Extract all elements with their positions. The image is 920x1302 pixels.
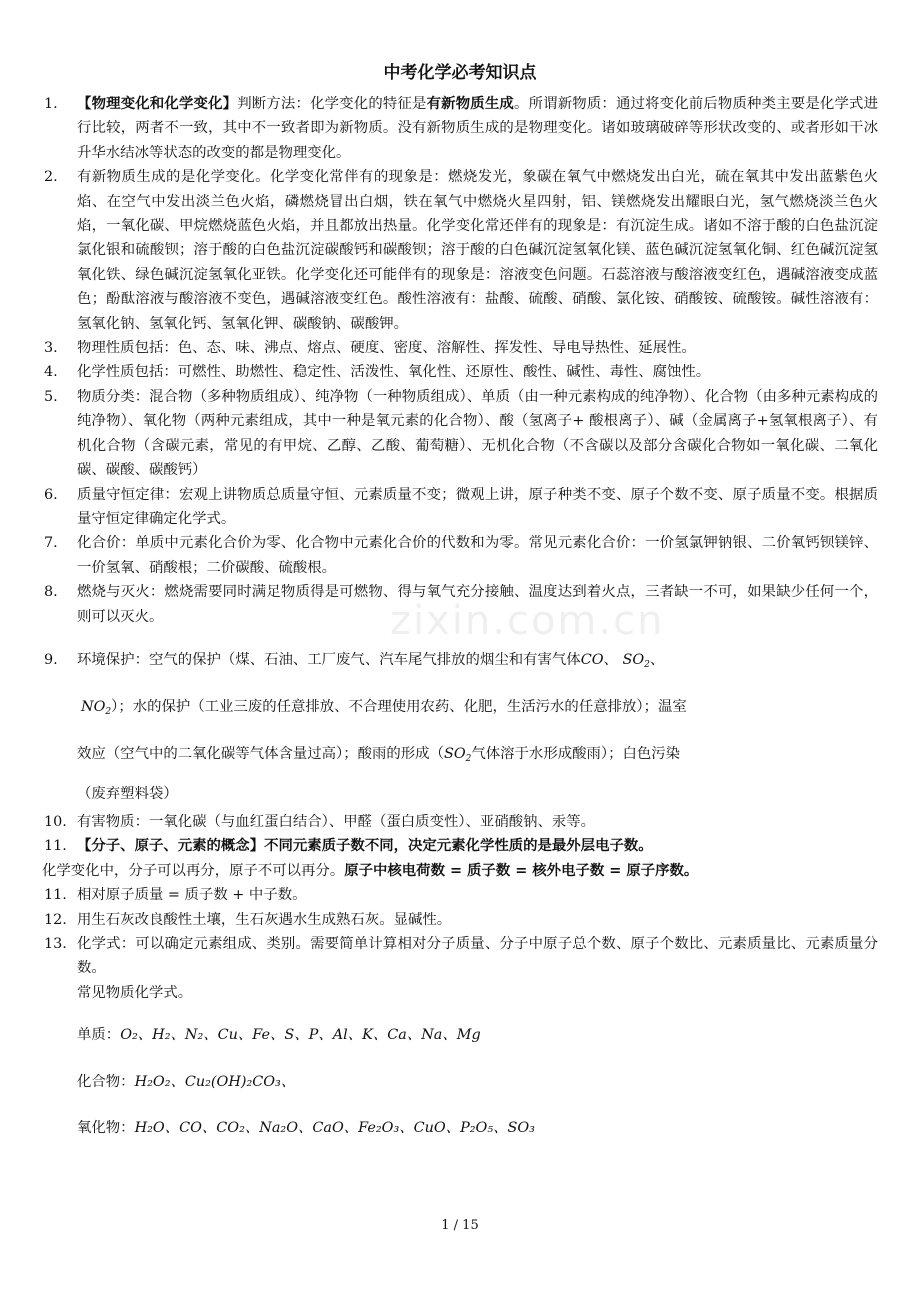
item-text: 。所谓新物质：通过将变化前后物质种类主要是化学式进行比较，两者不一致，其中不一致者即为新物质。没有新物质生成的是物理变化。诸如玻璃破碎等形状改变的、或者形如干冰升华水结冰等状态的改变的都是物理变化。	[77, 96, 878, 161]
item-number: 13.	[44, 935, 67, 952]
list-item-environment	[44, 637, 878, 810]
list-item	[44, 483, 878, 532]
list-item	[44, 360, 878, 384]
item-text: 化学式：可以确定元素组成、类别。需要简单计算相对分子质量、分子中原子总个数、原子个数比、元素质量比、元素质量分数。	[77, 935, 878, 977]
watermark: zixin.com.cn	[390, 598, 665, 644]
item-emphasis: 有新物质生成	[426, 96, 514, 112]
item-text: 判断方法：化学变化的特征是	[237, 96, 427, 112]
list-item	[44, 908, 878, 932]
item-number: 2.	[44, 169, 58, 186]
item-text: 环境保护：空气的保护（煤、石油、工厂废气、汽车尾气排放的烟尘和有害气体	[77, 651, 581, 668]
list-item	[44, 385, 878, 483]
item-number: 3.	[44, 340, 58, 357]
item-text: 物理性质包括：色、态、味、沸点、熔点、硬度、密度、溶解性、挥发性、导电导热性、延展性。	[77, 340, 696, 357]
item-text: ）；水的保护（工业三废的任意排放、不合理使用农药、化肥，生活污水的任意排放）；温室	[111, 698, 687, 715]
item-number: 11.	[44, 838, 67, 855]
line-emphasis: 原子中核电荷数 = 质子数 = 核外电子数 = 原子序数。	[344, 862, 699, 879]
item-number: 11.	[44, 887, 67, 904]
item-number: 4.	[44, 364, 58, 381]
formula-no2: $NO_2$	[81, 698, 112, 717]
knowledge-list	[44, 92, 878, 1140]
item-text: 用生石灰改良酸性土壤，生石灰遇水生成熟石灰。显碱性。	[77, 911, 452, 928]
list-item	[44, 580, 878, 629]
list-item	[44, 336, 878, 360]
item-number: 5.	[44, 388, 58, 405]
formula-row-oxides: 氧化物：H₂O、CO、CO₂、Na₂O、CaO、Fe₂O₃、CuO、P₂O₅、SO₃	[77, 1120, 535, 1136]
item-text: 相对原子质量 = 质子数 + 中子数。	[77, 887, 307, 904]
list-item	[44, 810, 878, 834]
formula-row-elements: 单质：O₂、H₂、N₂、Cu、Fe、S、P、Al、K、Ca、Na、Mg	[77, 1027, 481, 1044]
item-subtext: 常见物质化学式。	[77, 984, 193, 1001]
item-text: 有新物质生成的是化学变化。化学变化常伴有的现象是：燃烧发光，象碳在氧气中燃烧发出白光，硫在氧其中发出蓝紫色火焰、在空气中发出淡兰色火焰，磷燃烧冒出白烟，铁在氧气中燃烧火星四射，铝、镁燃烧发出耀眼白光，氢气燃烧淡兰色火焰，一氧化碳、甲烷燃烧蓝色火焰，并且都放出热量。化学变化常还伴有的现象是：有沉淀生成。诸如不溶于酸的白色盐沉淀氯化银和硫酸钡；溶于酸的白色盐沉淀碳酸钙和碳酸钡；溶于酸的白色碱沉淀氢氧化镁、蓝色碱沉淀氢氧化铜、红色碱沉淀氢氧化铁、绿色碱沉淀氢氧化亚铁。化学变化还可能伴有的现象是：溶液变色问题。石蕊溶液与酸溶液变红色，遇碱溶液变成蓝色；酚酞溶液与酸溶液不变色，遇碱溶液变红色。酸性溶液有：盐酸、硫酸、硝酸、氯化铵、硝酸铵、硫酸铵。碱性溶液有：氢氧化钠、氢氧化钙、氢氧化钾、碳酸钠、碳酸钾。	[77, 169, 878, 332]
flush-line	[42, 859, 878, 883]
list-item	[44, 932, 878, 1140]
item-text: 化合价：单质中元素化合价为零、化合物中元素化合价的代数和为零。常见元素化合价：一价氢氯钾钠银、二价氧钙钡镁锌、一价氢氧、硝酸根；二价碳酸、硫酸根。	[77, 535, 878, 576]
list-item	[44, 834, 878, 858]
formula-so2: $SO_2$	[443, 745, 472, 764]
item-number: 7.	[44, 535, 58, 552]
item-text: 气体溶于水形成酸雨）；白色污染	[471, 745, 681, 762]
item-text: 燃烧与灭火：燃烧需要同时满足物质得是可燃物、得与氧气充分接触、温度达到着火点，三者缺一不可，如果缺少任何一个，则可以灭火。	[77, 584, 878, 625]
item-number: 6.	[44, 486, 58, 503]
item-number: 10.	[44, 813, 67, 830]
page-title: 中考化学必考知识点	[383, 63, 537, 83]
list-item	[44, 883, 878, 907]
separator: 、	[603, 651, 618, 668]
item-number: 8.	[44, 584, 58, 601]
list-item	[44, 165, 878, 336]
list-item	[44, 92, 878, 165]
list-item	[44, 531, 878, 580]
item-text: 有害物质：一氧化碳（与血红蛋白结合）、甲醛（蛋白质变性）、亚硝酸钠、汞等。	[77, 813, 596, 830]
item-text: 质量守恒定律：宏观上讲物质总质量守恒、元素质量不变；微观上讲，原子种类不变、原子个数不变、原子质量不变。根据质量守恒定律确定化学式。	[77, 486, 878, 527]
item-number: 12.	[44, 911, 67, 928]
item-text: 物质分类：混合物（多种物质组成）、纯净物（一种物质组成）、单质（由一种元素构成的纯净物）、化合物（由多种元素构成的纯净物）、氧化物（两种元素组成，其中一种是氧元素的化合物）、酸（氢离子+ 酸根离子）、碱（金属离子+氢氧根离子）、有机化合物（含碳元素，常见的有甲烷、乙醇、乙酸、葡萄糖）、无机化合物（不含碳以及部分含碳化合物如一氧化碳、二氧化碳、碳酸、碳酸钙）	[77, 388, 878, 479]
formula-row-compounds: 化合物：H₂O₂、Cu₂(OH)₂CO₃、	[77, 1073, 296, 1090]
formula-co: CO	[580, 651, 604, 668]
item-heading: 【物理变化和化学变化】	[77, 96, 238, 112]
separator: 、	[649, 651, 665, 668]
line-text: 化学变化中，分子可以再分，原子不可以再分。	[42, 862, 345, 879]
page-number: 1 / 15	[441, 1218, 479, 1233]
item-text: （废弃塑料袋）	[77, 785, 178, 802]
item-heading: 【分子、原子、元素的概念】不同元素质子数不同，决定元素化学性质的是最外层电子数。	[77, 838, 653, 855]
formula-so2: $SO_2$	[622, 651, 650, 670]
item-number: 9.	[44, 651, 58, 668]
item-text: 化学性质包括：可燃性、助燃性、稳定性、活泼性、氧化性、还原性、酸性、碱性、毒性、腐蚀性。	[77, 364, 711, 381]
item-number: 1.	[44, 96, 58, 112]
item-text: 效应（空气中的二氧化碳等气体含量过高）；酸雨的形成（	[77, 745, 444, 762]
